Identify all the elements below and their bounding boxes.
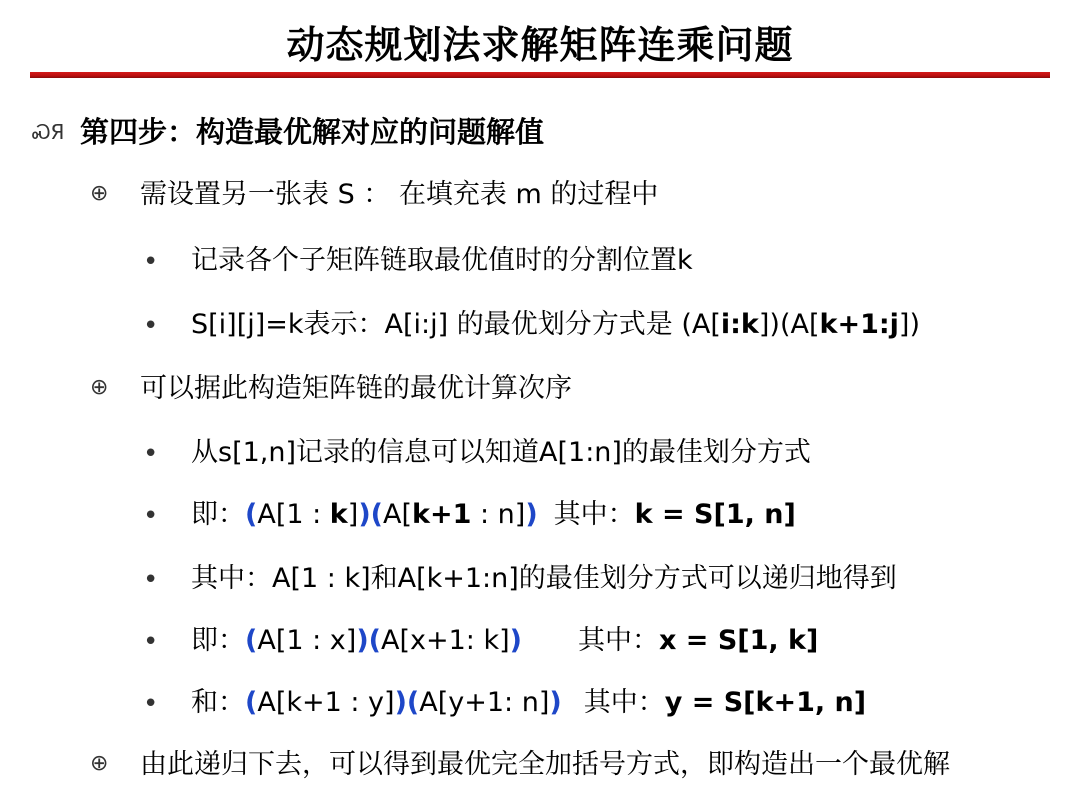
item-text: 其中：A[1 : k]和A[k+1:n]的最佳划分方式可以递归地得到 (191, 563, 897, 594)
step-bullet-icon: ᏍЯ (32, 120, 65, 144)
list-item (143, 492, 796, 531)
crosshair-bullet-icon: ⊕ (90, 751, 109, 776)
where-expression: x = S[1, k] (658, 625, 819, 656)
paren-middle: )( (358, 499, 383, 530)
list-item (143, 302, 920, 341)
dot-bullet-icon: • (143, 626, 159, 657)
list-item (90, 742, 950, 781)
paren-open: ( (245, 499, 258, 530)
title-divider (30, 72, 1050, 78)
paren-middle: )( (394, 687, 420, 718)
paren-middle: )( (356, 625, 381, 656)
slide-title: 动态规划法求解矩阵连乘问题 (286, 23, 794, 67)
matrix-range: A[ (383, 499, 413, 530)
item-text: 需设置另一张表 S ： 在填充表 m 的过程中 (140, 179, 659, 210)
where-label: 其中： (553, 499, 635, 530)
item-text-bold: k+1:j (819, 309, 899, 340)
matrix-range: A[y+1: n] (419, 687, 550, 718)
list-item (143, 680, 866, 719)
where-expression: y = S[k+1, n] (664, 687, 867, 718)
crosshair-bullet-icon: ⊕ (90, 181, 109, 206)
paren-close: ) (525, 499, 538, 530)
paren-open: ( (245, 687, 258, 718)
list-item (143, 618, 818, 657)
dot-bullet-icon: • (143, 438, 159, 469)
list-item (90, 172, 658, 211)
item-text: 由此递归下去，可以得到最优完全加括号方式，即构造出一个最优解 (140, 749, 950, 780)
item-text: 可以据此构造矩阵链的最优计算次序 (140, 373, 572, 404)
item-text: 从s[1,n]记录的信息可以知道A[1:n]的最佳划分方式 (191, 437, 811, 468)
item-text-prefix: S[i][j]=k表示：A[i:j] 的最优划分方式是 (A[ (191, 309, 721, 340)
item-text-bold: i:k (720, 309, 759, 340)
item-text-suffix: ]) (898, 309, 920, 340)
paren-open: ( (245, 625, 258, 656)
matrix-range: A[x+1: k] (381, 625, 510, 656)
step-heading-text: 第四步：构造最优解对应的问题解值 (80, 115, 545, 149)
list-item (143, 238, 693, 277)
dot-bullet-icon: • (143, 688, 159, 719)
item-label: 即： (191, 499, 245, 530)
list-item (90, 366, 572, 405)
dot-bullet-icon: • (143, 500, 159, 531)
matrix-range-bold: k (329, 499, 348, 530)
crosshair-bullet-icon: ⊕ (90, 375, 109, 400)
dot-bullet-icon: • (143, 310, 159, 341)
list-item (143, 556, 897, 595)
item-label: 和： (191, 687, 245, 718)
step-heading (32, 110, 544, 151)
where-label: 其中： (577, 625, 659, 656)
paren-close: ) (509, 625, 522, 656)
dot-bullet-icon: • (143, 564, 159, 595)
where-label: 其中： (583, 687, 665, 718)
item-label: 即： (191, 625, 245, 656)
item-text: 记录各个子矩阵链取最优值时的分割位置k (191, 245, 693, 276)
matrix-range-bold: k+1 (412, 499, 472, 530)
matrix-range: ] (347, 499, 359, 530)
item-text-mid: ])(A[ (758, 309, 820, 340)
matrix-range: A[1 : (257, 499, 330, 530)
dot-bullet-icon: • (143, 246, 159, 277)
paren-close: ) (549, 687, 562, 718)
matrix-range: A[k+1 : y] (257, 687, 395, 718)
matrix-range: A[1 : x] (257, 625, 357, 656)
matrix-range: : n] (471, 499, 526, 530)
where-expression: k = S[1, n] (634, 499, 796, 530)
list-item (143, 430, 811, 469)
